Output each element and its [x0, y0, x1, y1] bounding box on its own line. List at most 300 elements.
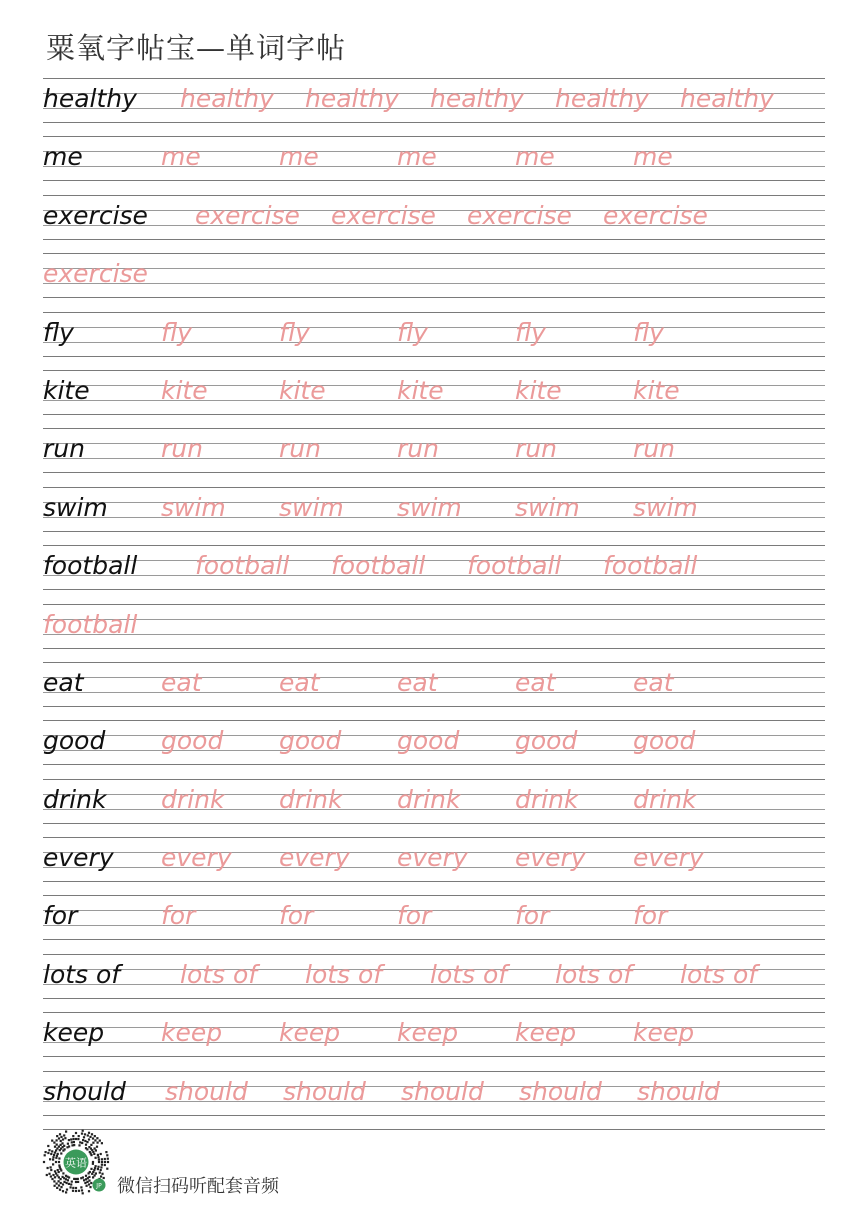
trace-word: eat — [515, 667, 556, 697]
qr-dot — [47, 1152, 49, 1154]
qr-dot — [66, 1189, 68, 1191]
qr-dot — [49, 1158, 51, 1160]
qr-dot — [50, 1153, 52, 1155]
qr-dot — [66, 1182, 68, 1184]
qr-dot — [55, 1157, 57, 1159]
trace-word: good — [161, 726, 224, 756]
qr-dot — [71, 1141, 73, 1143]
model-word: eat — [43, 667, 84, 697]
qr-dot — [51, 1140, 53, 1142]
trace-word: drink — [397, 784, 461, 814]
trace-word: good — [279, 726, 342, 756]
qr-dot — [107, 1161, 109, 1163]
qr-dot — [78, 1190, 80, 1192]
qr-dot — [52, 1174, 54, 1176]
qr-dot — [92, 1137, 94, 1139]
qr-dot — [72, 1135, 74, 1137]
qr-dot — [60, 1182, 62, 1184]
guide-line — [43, 545, 825, 546]
trace-word: fly — [515, 317, 546, 347]
trace-word: lots of — [680, 959, 758, 989]
guide-line — [43, 297, 825, 298]
qr-dot — [97, 1142, 99, 1144]
qr-dot — [99, 1140, 101, 1142]
qr-dot — [92, 1163, 94, 1165]
qr-dot — [101, 1142, 103, 1144]
qr-dot — [56, 1155, 58, 1157]
qr-dot — [81, 1133, 83, 1135]
qr-dot — [89, 1186, 91, 1188]
practice-row — [43, 1071, 825, 1129]
trace-word: lots of — [555, 959, 633, 989]
trace-word: drink — [279, 784, 343, 814]
trace-word: kite — [161, 375, 208, 405]
qr-dot — [68, 1145, 70, 1147]
trace-word: good — [515, 726, 578, 756]
trace-word: run — [279, 434, 321, 464]
qr-dot — [51, 1150, 53, 1152]
qr-dot — [58, 1184, 60, 1186]
guide-line — [43, 122, 825, 123]
trace-word: run — [161, 434, 203, 464]
qr-dot — [58, 1137, 60, 1139]
qr-dot — [64, 1148, 66, 1150]
trace-word: kite — [397, 375, 444, 405]
qr-dot — [75, 1132, 77, 1134]
qr-dot — [70, 1183, 72, 1185]
qr-dot — [78, 1135, 80, 1137]
qr-dot — [104, 1164, 106, 1166]
trace-word: should — [519, 1076, 602, 1106]
qr-dot — [58, 1164, 60, 1166]
trace-word: drink — [515, 784, 579, 814]
qr-dot — [85, 1175, 87, 1177]
qr-dot — [46, 1174, 48, 1176]
qr-dot — [95, 1149, 97, 1151]
qr-dot — [73, 1138, 75, 1140]
qr-dot — [55, 1161, 57, 1163]
model-word: fly — [43, 317, 74, 347]
qr-dot — [95, 1172, 97, 1174]
trace-word: should — [637, 1076, 720, 1106]
qr-dot — [91, 1173, 93, 1175]
trace-word: healthy — [180, 84, 274, 113]
trace-word: me — [633, 142, 673, 172]
qr-dot — [56, 1187, 58, 1189]
qr-dot — [70, 1186, 72, 1188]
trace-word: me — [515, 142, 555, 172]
qr-dot — [45, 1151, 47, 1153]
model-word: for — [43, 901, 78, 931]
model-word: kite — [43, 375, 90, 405]
footer — [40, 1128, 440, 1200]
model-word: should — [43, 1076, 126, 1106]
trace-word: football — [331, 551, 426, 581]
qr-dot — [80, 1186, 82, 1188]
guide-line — [43, 370, 825, 371]
qr-dot — [73, 1141, 75, 1143]
qr-dot — [61, 1142, 63, 1144]
trace-word: exercise — [467, 200, 572, 230]
trace-word: fly — [279, 317, 310, 347]
trace-word: every — [161, 843, 232, 873]
trace-word: every — [279, 843, 350, 873]
qr-dot — [94, 1147, 96, 1149]
guide-line — [43, 472, 825, 473]
practice-row — [43, 253, 825, 311]
trace-word: swim — [633, 492, 698, 522]
qr-dot — [64, 1137, 66, 1139]
qr-dot — [56, 1144, 58, 1146]
qr-dot — [89, 1136, 91, 1138]
model-word: good — [43, 726, 106, 756]
qr-dot — [97, 1166, 99, 1168]
practice-row — [43, 545, 825, 603]
model-word: keep — [43, 1018, 105, 1048]
qr-dot — [92, 1151, 94, 1153]
practice-row — [43, 428, 825, 486]
qr-dot — [105, 1151, 107, 1153]
trace-word: for — [515, 901, 550, 931]
guide-line — [43, 136, 825, 137]
qr-dot — [77, 1181, 79, 1183]
trace-word: eat — [279, 667, 320, 697]
trace-word: exercise — [331, 200, 436, 230]
trace-word: drink — [161, 784, 225, 814]
trace-word: eat — [161, 667, 202, 697]
guide-line — [43, 1012, 825, 1013]
page-title: 粟氧字帖宝—单词字帖 — [46, 31, 347, 65]
qr-dot — [93, 1153, 95, 1155]
trace-word: should — [165, 1076, 248, 1106]
qr-dot — [51, 1178, 53, 1180]
qr-dot — [60, 1136, 62, 1138]
qr-dot — [100, 1169, 102, 1171]
qr-dot — [72, 1190, 74, 1192]
trace-word: healthy — [555, 84, 649, 113]
qr-dot — [62, 1176, 64, 1178]
guide-line — [43, 634, 825, 635]
practice-row — [43, 720, 825, 778]
guide-line — [43, 779, 825, 780]
trace-word: for — [397, 901, 432, 931]
trace-word: me — [397, 142, 437, 172]
qr-dot — [62, 1138, 64, 1140]
trace-word: football — [43, 609, 138, 639]
qr-dot — [58, 1161, 60, 1163]
qr-dot — [101, 1161, 103, 1163]
qr-dot — [58, 1180, 60, 1182]
trace-word: football — [467, 551, 562, 581]
practice-row — [43, 312, 825, 370]
trace-word: run — [633, 434, 675, 464]
qr-dot — [95, 1165, 97, 1167]
trace-word: for — [279, 901, 314, 931]
trace-word: exercise — [603, 200, 708, 230]
qr-dot — [79, 1141, 81, 1143]
qr-dot — [75, 1187, 77, 1189]
guide-line — [43, 619, 825, 620]
guide-line — [43, 1056, 825, 1057]
qr-dot — [78, 1144, 80, 1146]
practice-row — [43, 837, 825, 895]
qr-dot — [93, 1169, 95, 1171]
qr-dot — [58, 1157, 60, 1159]
guide-line — [43, 881, 825, 882]
guide-line — [43, 356, 825, 357]
guide-line — [43, 239, 825, 240]
trace-word: drink — [633, 784, 697, 814]
trace-word: lots of — [430, 959, 508, 989]
qr-dot — [82, 1192, 84, 1194]
qr-dot — [88, 1183, 90, 1185]
qr-dot — [54, 1170, 56, 1172]
qr-dot — [52, 1156, 54, 1158]
qr-code-icon[interactable] — [40, 1128, 112, 1200]
qr-dot — [54, 1176, 56, 1178]
qr-dot — [100, 1166, 102, 1168]
qr-dot — [81, 1142, 83, 1144]
qr-dot — [107, 1158, 109, 1160]
qr-dot — [88, 1190, 90, 1192]
model-word: me — [43, 142, 83, 172]
guide-line — [43, 531, 825, 532]
qr-dot — [75, 1190, 77, 1192]
model-word: run — [43, 434, 85, 464]
qr-dot — [54, 1152, 56, 1154]
guide-line — [43, 195, 825, 196]
qr-dot — [101, 1173, 103, 1175]
practice-row — [43, 779, 825, 837]
trace-word: run — [397, 434, 439, 464]
trace-word: fly — [397, 317, 428, 347]
model-word: healthy — [43, 84, 137, 113]
scan-instruction: 微信扫码听配套音频 — [117, 1176, 279, 1197]
qr-dot — [48, 1149, 50, 1151]
qr-dot — [95, 1157, 97, 1159]
trace-word: for — [161, 901, 196, 931]
qr-dot — [84, 1133, 86, 1135]
qr-dot — [98, 1159, 100, 1161]
qr-dot — [52, 1159, 54, 1161]
qr-dot — [80, 1177, 82, 1179]
trace-word: should — [401, 1076, 484, 1106]
qr-dot — [48, 1173, 50, 1175]
qr-dot — [50, 1175, 52, 1177]
trace-word: healthy — [680, 84, 774, 113]
qr-dot — [68, 1139, 70, 1141]
practice-row — [43, 662, 825, 720]
qr-dot — [88, 1132, 90, 1134]
qr-dot — [50, 1166, 52, 1168]
qr-dot — [60, 1186, 62, 1188]
trace-word: run — [515, 434, 557, 464]
qr-dot — [86, 1181, 88, 1183]
trace-word: every — [633, 843, 704, 873]
trace-word: healthy — [305, 84, 399, 113]
qr-dot — [96, 1137, 98, 1139]
guide-line — [43, 823, 825, 824]
qr-dot — [70, 1138, 72, 1140]
qr-corner-label: JP — [96, 1182, 102, 1190]
qr-dot — [54, 1185, 56, 1187]
qr-dot — [62, 1172, 64, 1174]
trace-word: fly — [633, 317, 664, 347]
qr-dot — [75, 1181, 77, 1183]
qr-dot — [92, 1142, 94, 1144]
practice-row — [43, 604, 825, 662]
qr-dot — [50, 1169, 52, 1171]
trace-word: fly — [161, 317, 192, 347]
trace-word: kite — [515, 375, 562, 405]
practice-rows — [43, 78, 825, 1130]
trace-word: keep — [515, 1018, 577, 1048]
qr-dot — [63, 1134, 65, 1136]
trace-word: lots of — [180, 959, 258, 989]
qr-dot — [94, 1167, 96, 1169]
trace-word: keep — [397, 1018, 459, 1048]
qr-dot — [90, 1144, 92, 1146]
guide-line — [43, 954, 825, 955]
qr-dot — [62, 1190, 64, 1192]
trace-word: good — [633, 726, 696, 756]
model-word: every — [43, 843, 114, 873]
trace-word: football — [603, 551, 698, 581]
practice-row — [43, 954, 825, 1012]
qr-code-graphic — [40, 1128, 112, 1200]
guide-line — [43, 253, 825, 254]
qr-dot — [96, 1146, 98, 1148]
qr-dot — [106, 1168, 108, 1170]
qr-dot — [91, 1133, 93, 1135]
trace-word: for — [633, 901, 668, 931]
trace-word: eat — [397, 667, 438, 697]
qr-dot — [100, 1153, 102, 1155]
qr-dot — [86, 1148, 88, 1150]
guide-line — [43, 720, 825, 721]
qr-dot — [54, 1146, 56, 1148]
qr-dot — [97, 1168, 99, 1170]
trace-word: keep — [161, 1018, 223, 1048]
qr-dot — [62, 1183, 64, 1185]
guide-line — [43, 589, 825, 590]
trace-word: eat — [633, 667, 674, 697]
qr-dot — [97, 1154, 99, 1156]
qr-dot — [67, 1179, 69, 1181]
guide-line — [43, 428, 825, 429]
qr-dot — [72, 1187, 74, 1189]
guide-line — [43, 180, 825, 181]
qr-dot — [97, 1156, 99, 1158]
trace-word: kite — [633, 375, 680, 405]
qr-dot — [103, 1177, 105, 1179]
qr-dot — [86, 1141, 88, 1143]
practice-row — [43, 370, 825, 428]
model-word: lots of — [43, 959, 121, 989]
qr-dot — [92, 1176, 94, 1178]
practice-row — [43, 895, 825, 953]
practice-row — [43, 1012, 825, 1070]
qr-dot — [63, 1181, 65, 1183]
qr-dot — [75, 1138, 77, 1140]
trace-word: swim — [161, 492, 226, 522]
practice-row — [43, 78, 825, 136]
guide-line — [43, 706, 825, 707]
trace-word: healthy — [430, 84, 524, 113]
qr-dot — [82, 1139, 84, 1141]
qr-dot — [101, 1164, 103, 1166]
trace-word: keep — [633, 1018, 695, 1048]
qr-dot — [104, 1161, 106, 1163]
guide-line — [43, 604, 825, 605]
trace-word: should — [283, 1076, 366, 1106]
qr-dot — [73, 1178, 75, 1180]
guide-line — [43, 575, 825, 576]
qr-dot — [60, 1140, 62, 1142]
qr-dot — [83, 1179, 85, 1181]
trace-word: me — [161, 142, 201, 172]
qr-dot — [53, 1180, 55, 1182]
qr-dot — [56, 1174, 58, 1176]
trace-word: good — [397, 726, 460, 756]
qr-dot — [59, 1133, 61, 1135]
qr-dot — [67, 1143, 69, 1145]
qr-dot — [65, 1131, 67, 1133]
qr-dot — [56, 1135, 58, 1137]
qr-dot — [98, 1161, 100, 1163]
guide-line — [43, 998, 825, 999]
qr-dot — [85, 1178, 87, 1180]
qr-dot — [106, 1154, 108, 1156]
guide-line — [43, 939, 825, 940]
qr-dot — [56, 1139, 58, 1141]
qr-dot — [84, 1182, 86, 1184]
qr-dot — [59, 1189, 61, 1191]
qr-badge-label: 英语 — [65, 1156, 87, 1170]
qr-dot — [57, 1169, 59, 1171]
trace-word: kite — [279, 375, 326, 405]
qr-dot — [65, 1175, 67, 1177]
qr-dot — [82, 1130, 84, 1132]
qr-dot — [58, 1176, 60, 1178]
model-word: swim — [43, 492, 108, 522]
qr-dot — [104, 1158, 106, 1160]
trace-word: lots of — [305, 959, 383, 989]
trace-word: every — [515, 843, 586, 873]
qr-dot — [88, 1172, 90, 1174]
qr-dot — [86, 1185, 88, 1187]
trace-word: exercise — [195, 200, 300, 230]
model-word: exercise — [43, 200, 148, 230]
practice-row — [43, 136, 825, 194]
qr-dot — [60, 1152, 62, 1154]
guide-line — [43, 837, 825, 838]
qr-dot — [44, 1154, 46, 1156]
qr-dot — [57, 1153, 59, 1155]
qr-dot — [55, 1172, 57, 1174]
qr-dot — [71, 1181, 73, 1183]
qr-dot — [84, 1140, 86, 1142]
guide-line — [43, 560, 825, 561]
qr-dot — [101, 1158, 103, 1160]
trace-word: keep — [279, 1018, 341, 1048]
qr-dot — [60, 1144, 62, 1146]
guide-line — [43, 1115, 825, 1116]
trace-word: swim — [397, 492, 462, 522]
qr-dot — [88, 1180, 90, 1182]
qr-dot — [94, 1174, 96, 1176]
trace-word: football — [195, 551, 290, 581]
